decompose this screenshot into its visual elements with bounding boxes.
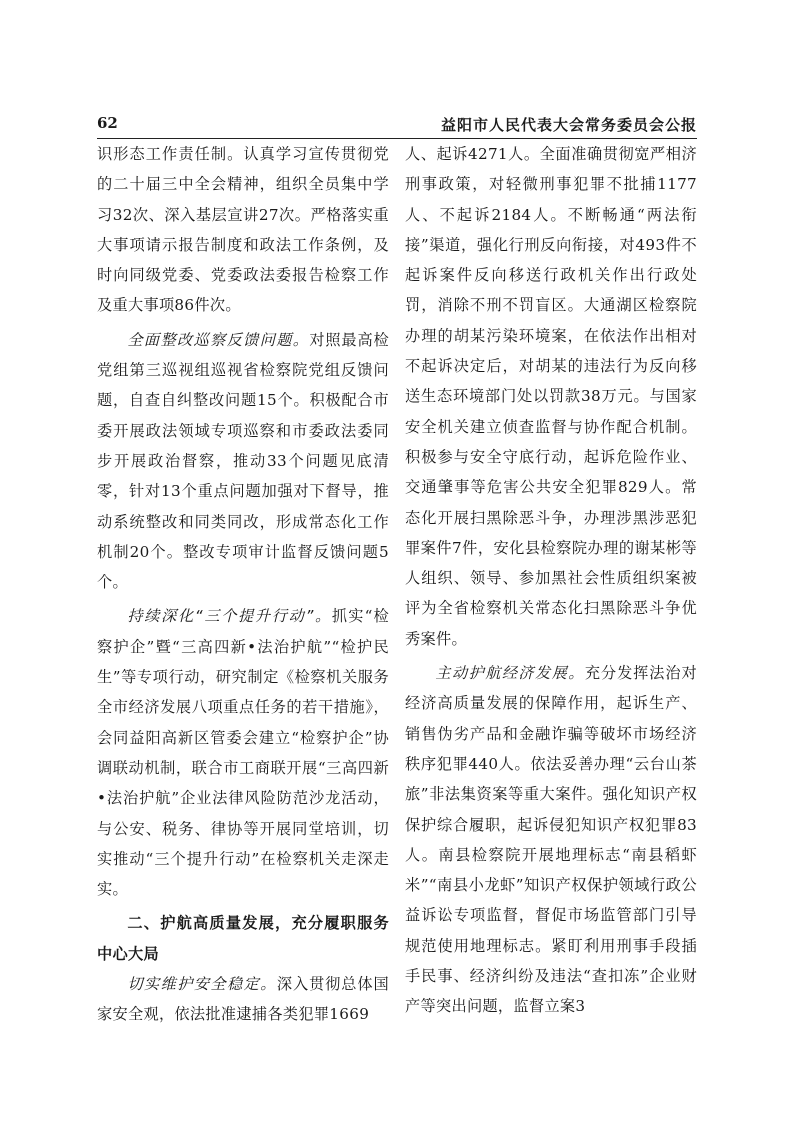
paragraph-body: 对照最高检党组第三巡视组巡视省检察院党组反馈问题，自查自纠整改问题15个。积极配合市委开展政法领域专项巡察和市委政法委同步开展政治督察，推动33个问题见底清零，针对13个重点问题加强对下督导，推动系统整改和同类同改，形成常态化工作机制20个。整改专项审计监督反馈问题5个。 xyxy=(97,330,389,592)
paragraph xyxy=(97,969,389,1030)
paragraph xyxy=(97,325,389,598)
left-column xyxy=(97,139,389,1030)
page-header xyxy=(97,112,697,139)
paragraph-body: 抓实“检察护企”暨“三高四新•法治护航”“检护民生”等专项行动，研究制定《检察机关服务全市经济发展八项重点任务的若干措施》，会同益阳高新区管委会建立“检察护企”协调联动机制，联合市工商联开展“三高四新•法治护航”企业法律风险防范沙龙活动，与公安、税务、律协等开展同堂培训，切实推动“三个提升行动”在检察机关走深走实。 xyxy=(97,607,390,899)
paragraph-lead: 主动护航经济发展。 xyxy=(435,664,585,683)
paragraph-body: 充分发挥法治对经济高质量发展的保障作用，起诉生产、销售伪劣产品和金融诈骗等破坏市场经济秩序犯罪440人。依法妥善办理“云台山茶旅”非法集资案等重大案件。强化知识产权保护综合履职，起诉侵犯知识产权犯罪83人。南县检察院开展地理标志“南县稻虾米”“南县小龙虾”知识产权保护领域行政公益诉讼专项监督，督促市场监管部门引导规范使用地理标志。紧盯利用刑事手段插手民事、经济纠纷及违法“查扣冻”企业财产等突出问题，监督立案3 xyxy=(405,664,697,1016)
page-number: 62 xyxy=(97,114,118,132)
section-heading: 二、护航高质量发展，充分履职服务中心大局 xyxy=(97,914,389,963)
paragraph-lead: 全面整改巡察反馈问题。 xyxy=(127,330,310,349)
paragraph-body: 深入贯彻总体国家安全观，依法批准逮捕各类犯罪1669 xyxy=(97,975,389,1024)
paragraph: 识形态工作责任制。认真学习宣传贯彻党的二十届三中全会精神，组织全员集中学习32次、深入基层宣讲27次。严格落实重大事项请示报告制度和政法工作条例，及时向同级党委、党委政法委报告检察工作及重大事项86件次。 xyxy=(97,145,389,315)
paragraph-lead: 切实维护安全稳定。 xyxy=(127,975,277,994)
paragraph: 人、起诉4271人。全面准确贯彻宽严相济刑事政策，对轻微刑事犯罪不批捕1177人、不起诉2184人。不断畅通“两法衔接”渠道，强化行刑反向衔接，对493件不起诉案件反向移送行政机关作出行政处罚，消除不刑不罚盲区。大通湖区检察院办理的胡某污染环境案，在依法作出相对不起诉决定后，对胡某的违法行为反向移送生态环境部门处以罚款38万元。与国家安全机关建立侦查监督与协作配合机制。积极参与安全守底行动，起诉危险作业、交通肇事等危害公共安全犯罪829人。常态化开展扫黑除恶斗争，办理涉黑涉恶犯罪案件7件，安化县检察院办理的谢某彬等人组织、领导、参加黑社会性质组织案被评为全省检察机关常态化扫黑除恶斗争优秀案件。 xyxy=(405,145,697,648)
paragraph xyxy=(405,658,697,1022)
right-column xyxy=(405,139,697,1022)
journal-title: 益阳市人民代表大会常务委员会公报 xyxy=(440,116,697,134)
paragraph-lead: 持续深化“三个提升行动”。 xyxy=(127,607,332,626)
paragraph xyxy=(97,601,389,904)
